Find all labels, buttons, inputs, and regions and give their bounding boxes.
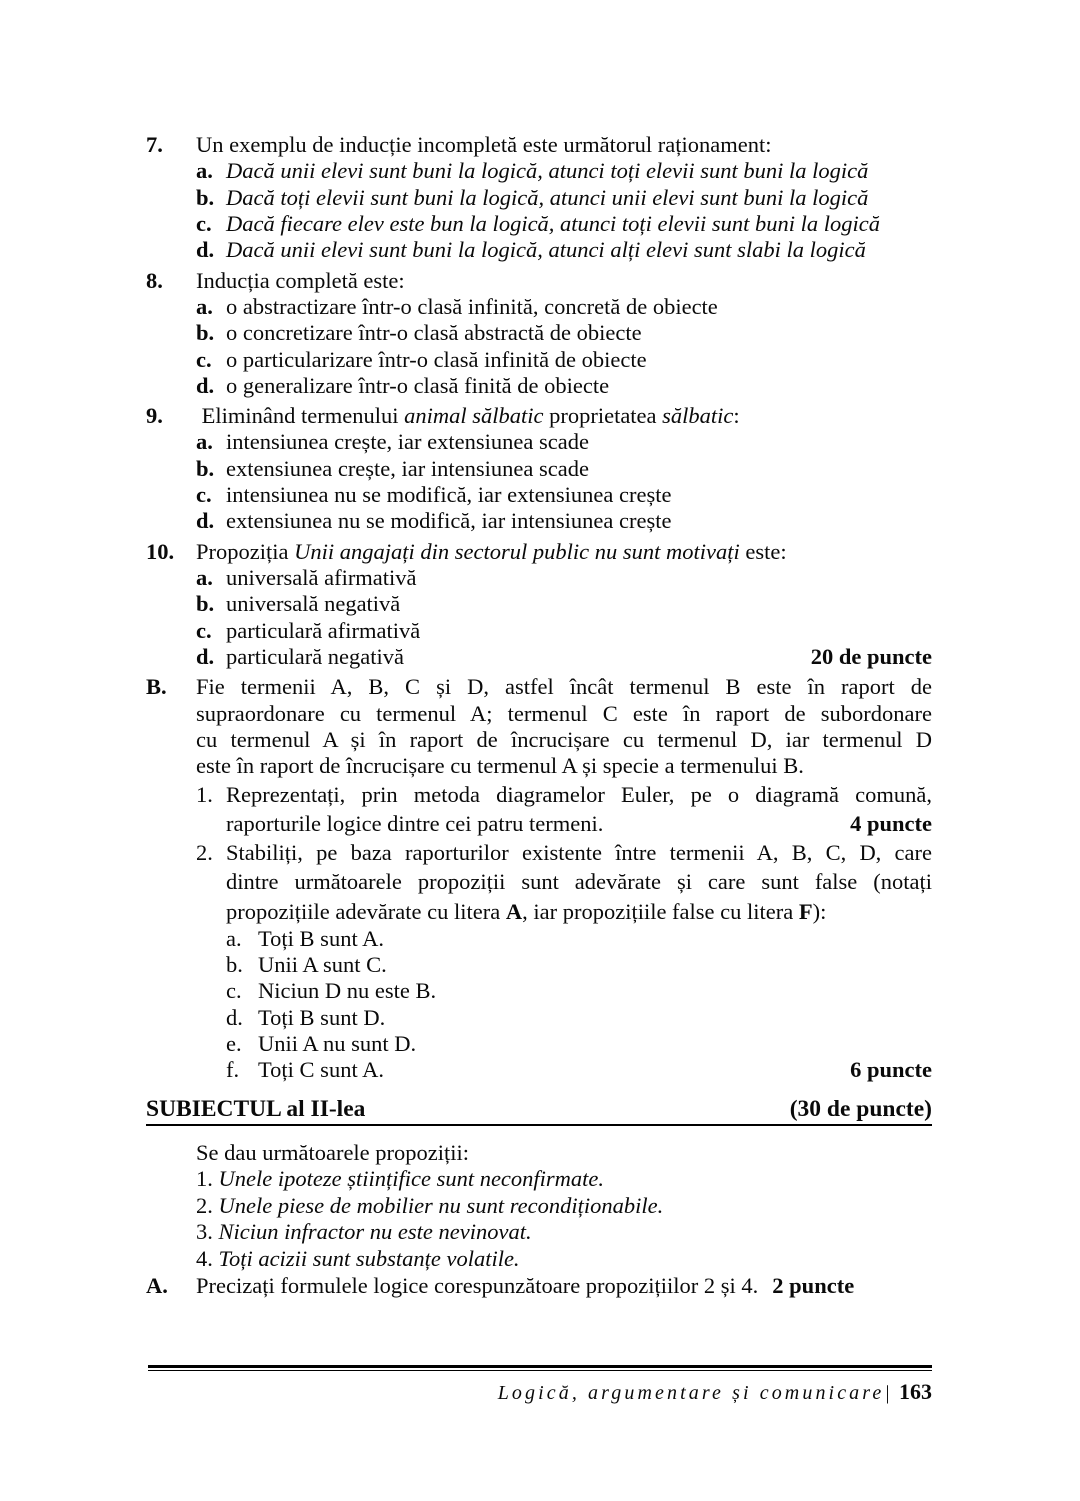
task-description: Precizați formulele logice corespunzătoare propozițiilor 2 și 4. xyxy=(196,1273,759,1299)
proposition-text: Unii A nu sunt D. xyxy=(258,1031,417,1056)
points-label: 20 de puncte xyxy=(810,643,932,669)
proposition-item[interactable] xyxy=(146,1005,932,1031)
task-letter: A. xyxy=(146,1273,168,1299)
question-stem-row xyxy=(146,403,932,429)
proposition-text: Unele piese de mobilier nu sunt recondiționabile. xyxy=(218,1192,664,1218)
item-number: 1. xyxy=(196,781,213,807)
answer-option[interactable] xyxy=(146,320,932,346)
section-ii-lead: Se dau următoarele propoziții: xyxy=(196,1139,470,1165)
points-label: 2 puncte xyxy=(772,1273,855,1299)
item-line: raporturile logice dintre cei patru termeni. xyxy=(226,810,604,836)
proposition-item[interactable] xyxy=(146,978,932,1004)
answer-text: o concretizare într-o clasă abstractă de obiecte xyxy=(226,320,642,346)
answer-list xyxy=(146,429,932,534)
answer-letter: c. xyxy=(196,346,212,372)
answer-text: particulară afirmativă xyxy=(226,617,421,643)
answer-letter: c. xyxy=(196,210,212,236)
answer-option[interactable] xyxy=(146,618,932,644)
stem-part: : xyxy=(733,403,740,429)
question-stem: Inducția completă este: xyxy=(196,267,405,293)
proposition-text: Unele ipoteze științifice sunt neconfirmate. xyxy=(218,1166,605,1192)
section-ii-body xyxy=(146,1140,932,1300)
proposition-row xyxy=(146,1166,932,1193)
intro-line: este în raport de încrucișare cu termenul A și specie a termenului B. xyxy=(196,753,804,779)
item-line xyxy=(226,897,932,926)
stem-part: proprietatea xyxy=(543,403,663,429)
points-label: 6 puncte xyxy=(850,1057,932,1083)
answer-option[interactable] xyxy=(146,644,932,670)
stem-part: Propoziția xyxy=(196,538,295,564)
answer-option[interactable] xyxy=(146,456,932,482)
section-b-intro-row xyxy=(146,674,932,779)
answer-list xyxy=(146,158,932,263)
proposition-row xyxy=(146,1246,932,1273)
stem-emphasis: Unii angajați din sectorul public nu sunt motivați xyxy=(294,538,740,564)
stem-emphasis: sălbatic xyxy=(662,403,734,429)
question-stem: Un exemplu de inducție incompletă este următorul raționament: xyxy=(196,132,772,157)
answer-text: intensiunea crește, iar extensiunea scade xyxy=(226,429,589,455)
answer-option[interactable] xyxy=(146,591,932,617)
section-b xyxy=(146,674,932,1083)
answer-option[interactable] xyxy=(146,429,932,455)
answer-letter: b. xyxy=(196,184,215,210)
proposition-number: 2. xyxy=(196,1192,213,1218)
proposition-text: Toți C sunt A. xyxy=(258,1057,384,1083)
section-heading-subiectul-ii xyxy=(146,1096,932,1126)
question-9 xyxy=(146,403,932,535)
intro-line: cu termenul A și în raport de încrucișare cu termenul D, iar termenul D xyxy=(196,726,932,752)
proposition-letter: b. xyxy=(226,952,243,978)
truth-letter-a: A xyxy=(505,898,523,924)
proposition-text: Niciun infractor nu este nevinovat. xyxy=(218,1219,532,1245)
answer-option[interactable] xyxy=(146,347,932,373)
proposition-text: Niciun D nu este B. xyxy=(258,978,437,1004)
item-body xyxy=(226,780,932,839)
footer-book-title: Logică, argumentare și comunicare| xyxy=(497,1382,893,1404)
section-points: (30 de puncte) xyxy=(789,1095,932,1122)
proposition-text: Toți B sunt A. xyxy=(258,925,384,951)
proposition-letter: e. xyxy=(226,1031,242,1056)
answer-option[interactable] xyxy=(146,185,932,211)
question-stem xyxy=(196,539,932,565)
item-line-part: propozițiile adevărate cu litera xyxy=(226,898,506,924)
answer-letter: a. xyxy=(196,429,213,455)
item-line-part: ): xyxy=(812,898,827,924)
footer-text xyxy=(148,1379,932,1405)
answer-text: extensiunea crește, iar intensiunea scade xyxy=(226,455,589,481)
section-b-item-2 xyxy=(146,838,932,926)
proposition-item[interactable] xyxy=(146,1057,932,1083)
answer-letter: d. xyxy=(196,372,215,398)
item-line-part: , iar propozițiile false cu litera xyxy=(522,898,799,924)
item-line: Reprezentați, prin metoda diagramelor Euler, pe o diagramă comună, xyxy=(226,781,932,807)
answer-letter: d. xyxy=(196,643,215,669)
proposition-text: Unii A sunt C. xyxy=(258,952,387,978)
page-content xyxy=(146,132,932,1300)
question-stem-row xyxy=(146,132,932,158)
answer-option[interactable] xyxy=(146,158,932,184)
proposition-number: 4. xyxy=(196,1245,213,1271)
footer-page-number: 163 xyxy=(899,1379,932,1404)
answer-letter: d. xyxy=(196,508,215,534)
answer-letter: c. xyxy=(196,617,212,643)
question-10 xyxy=(146,539,932,671)
page-footer xyxy=(148,1365,932,1405)
question-stem-row xyxy=(146,539,932,565)
task-text xyxy=(196,1273,932,1300)
question-7 xyxy=(146,132,932,264)
answer-text: o generalizare într-o clasă finită de obiecte xyxy=(226,372,610,398)
item-number: 2. xyxy=(196,840,213,865)
item-line: Stabiliți, pe baza raporturilor existente între termenii A, B, C, D, care xyxy=(226,840,932,865)
section-b-intro xyxy=(196,674,932,779)
question-number: 7. xyxy=(146,132,163,157)
answer-text: Dacă fiecare elev este bun la logică, atunci toți elevii sunt buni la logică xyxy=(226,210,881,236)
answer-text: universală afirmativă xyxy=(226,565,417,590)
proposition-item[interactable] xyxy=(146,952,932,978)
item-line-with-points xyxy=(226,809,932,838)
answer-text: Dacă toți elevii sunt buni la logică, atunci unii elevi sunt buni la logică xyxy=(226,184,869,210)
question-stem xyxy=(196,403,932,429)
proposition-letter: d. xyxy=(226,1004,243,1030)
answer-option[interactable] xyxy=(146,508,932,534)
proposition-row xyxy=(146,1219,932,1246)
answer-list xyxy=(146,294,932,399)
question-number: 10. xyxy=(146,538,175,564)
answer-letter: b. xyxy=(196,320,215,346)
stem-emphasis: animal sălbatic xyxy=(404,403,544,429)
answer-text: o particularizare într-o clasă infinită de obiecte xyxy=(226,346,647,372)
answer-text: Dacă unii elevi sunt buni la logică, atunci alți elevi sunt slabi la logică xyxy=(226,237,866,263)
answer-option[interactable] xyxy=(146,211,932,237)
question-stem-row xyxy=(146,268,932,294)
question-number: 9. xyxy=(146,403,163,429)
answer-letter: a. xyxy=(196,158,213,184)
truth-letter-f: F xyxy=(798,898,813,924)
section-b-item-1 xyxy=(146,780,932,839)
proposition-row xyxy=(146,1193,932,1220)
proposition-number: 3. xyxy=(196,1219,213,1245)
answer-text: o abstractizare într-o clasă infinită, concretă de obiecte xyxy=(226,293,718,319)
answer-text: intensiunea nu se modifică, iar extensiunea crește xyxy=(226,482,672,508)
proposition-item[interactable] xyxy=(146,1031,932,1057)
proposition-item[interactable] xyxy=(146,926,932,952)
section-ii-task xyxy=(146,1273,932,1300)
answer-option[interactable] xyxy=(146,482,932,508)
proposition-text: Toți acizii sunt substanțe volatile. xyxy=(218,1245,520,1271)
answer-text: particulară negativă xyxy=(226,643,405,669)
answer-text: Dacă unii elevi sunt buni la logică, atunci toți elevii sunt buni la logică xyxy=(226,158,869,184)
answer-option[interactable] xyxy=(146,294,932,320)
answer-text: universală negativă xyxy=(226,591,401,617)
answer-letter: a. xyxy=(196,293,213,319)
stem-part: Eliminând termenului xyxy=(196,403,405,429)
answer-letter: d. xyxy=(196,237,215,263)
question-8 xyxy=(146,268,932,400)
intro-line: supraordonare cu termenul A; termenul C este în raport de subordonare xyxy=(196,700,932,726)
answer-letter: b. xyxy=(196,591,215,617)
answer-letter: b. xyxy=(196,455,215,481)
proposition-letter: a. xyxy=(226,925,242,951)
proposition-text: Toți B sunt D. xyxy=(258,1004,386,1030)
intro-line: Fie termenii A, B, C și D, astfel încât termenul B este în raport de xyxy=(196,674,932,700)
section-title: SUBIECTUL al II-lea xyxy=(146,1095,366,1122)
answer-text: extensiunea nu se modifică, iar intensiunea crește xyxy=(226,508,672,534)
answer-option[interactable] xyxy=(146,373,932,399)
footer-rule-thin xyxy=(148,1370,932,1371)
proposition-number: 1. xyxy=(196,1166,213,1192)
answer-list xyxy=(146,565,932,670)
section-b-letter: B. xyxy=(146,674,167,700)
proposition-letter: f. xyxy=(226,1057,240,1083)
stem-part: este: xyxy=(739,538,787,564)
question-number: 8. xyxy=(146,267,163,293)
points-label: 4 puncte xyxy=(850,810,932,836)
answer-option[interactable] xyxy=(146,237,932,263)
item-body xyxy=(226,838,932,926)
answer-option[interactable] xyxy=(146,565,932,591)
proposition-letter: c. xyxy=(226,978,242,1004)
answer-letter: a. xyxy=(196,565,213,590)
section-b-proposition-list xyxy=(146,926,932,1084)
answer-letter: c. xyxy=(196,482,212,508)
item-line: dintre următoarele propoziții sunt adevărate și care sunt false (notați xyxy=(226,869,932,895)
